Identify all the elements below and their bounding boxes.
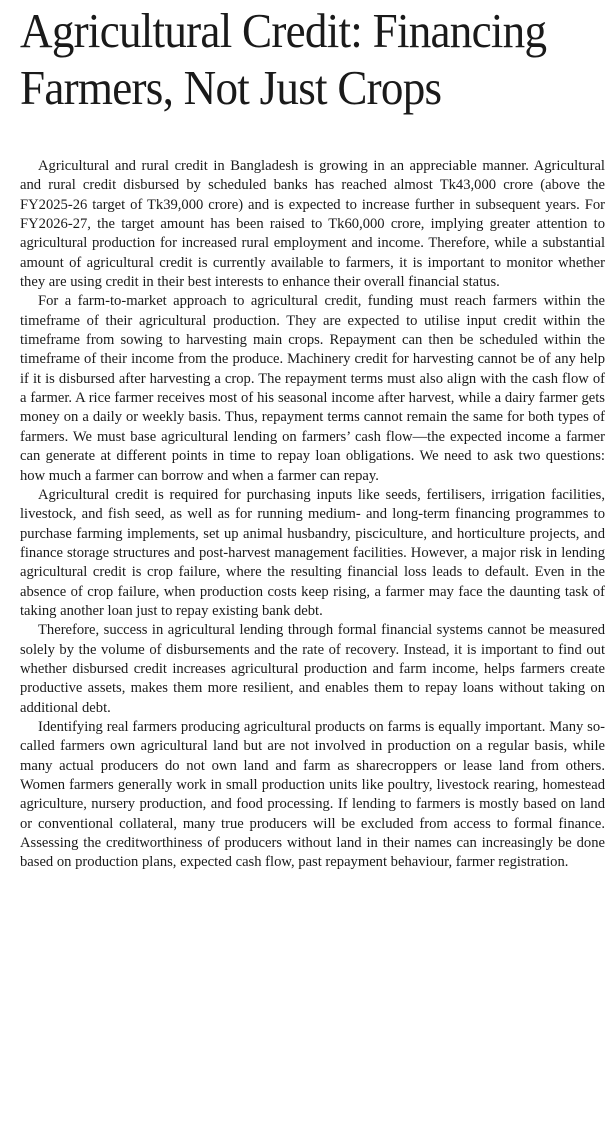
headline-line-1: Agricultural Credit: Financing [20, 3, 547, 58]
paragraph-4: Therefore, success in agricultural lending through formal financial systems cannot be measured solely by the volume of disbursements and the rate of recovery. Instead, it is important to find out whether disbursed credit increases agricultural production and farm income, helps farmers create productive assets, makes them more resilient, and enables them to repay loans without taking on additional debt. [20, 622, 605, 716]
article-body [20, 157, 605, 873]
paragraph-5: Identifying real farmers producing agricultural products on farms is equally important. Many so-called farmers own agricultural land but are not involved in production on a regular basis, while many actual producers do not own land and farm as sharecroppers or lease land from others. Women farmers generally work in small production units like poultry, livestock rearing, homestead agriculture, nursery production, and food processing. If lending to farmers is mostly based on land or conventional collateral, many true producers will be excluded from access to formal finance. Assessing the creditworthiness of producers without land in their names can increasingly be done based on production plans, expected cash flow, past repayment behaviour, farmer registration. [20, 718, 605, 871]
headline [20, 2, 609, 116]
paragraph-1: Agricultural and rural credit in Bangladesh is growing in an appreciable manner. Agricultural and rural credit disbursed by scheduled banks has reached almost Tk43,000 crore (above the FY2025-26 target of Tk39,000 crore) and is expected to increase further in subsequent years. For FY2026-27, the target amount has been raised to Tk60,000 crore, implying greater attention to agricultural production for increased rural employment and income. Therefore, while a substantial amount of agricultural credit is currently available to farmers, it is important to monitor whether they are using credit in their best interests to enhance their overall financial status. [20, 158, 605, 291]
headline-line-2: Farmers, Not Just Crops [20, 60, 442, 115]
paragraph-2: For a farm-to-market approach to agricultural credit, funding must reach farmers within the timeframe of their agricultural production. They are expected to utilise input credit within the timeframe from sowing to harvesting main crops. Repayment can then be scheduled within the timeframe of their income from the produce. Machinery credit for harvesting cannot be of any help if it is disbursed after harvesting a crop. The repayment terms must also align with the cash flow of a farmer. A rice farmer receives most of his seasonal income after harvest, while a dairy farmer gets money on a daily or weekly basis. Thus, repayment terms cannot remain the same for both types of farmers. We must base agricultural lending on farmers’ cash flow—the expected income a farmer can generate at different points in time to repay loan obligations. We need to ask two questions: how much a farmer can borrow and when a farmer can repay. [20, 293, 605, 484]
paragraph-3: Agricultural credit is required for purchasing inputs like seeds, fertilisers, irrigation facilities, livestock, and fish seed, as well as for running medium- and long-term financing programmes to purchase farming implements, set up animal husbandry, pisciculture, and horticulture projects, and finance storage structures and post-harvest management facilities. However, a major risk in lending agricultural credit is crop failure, where the resulting financial loss leads to default. Even in the absence of crop failure, when production costs keep rising, a farmer may face the daunting task of taking another loan just to repay existing bank debt. [20, 486, 605, 619]
